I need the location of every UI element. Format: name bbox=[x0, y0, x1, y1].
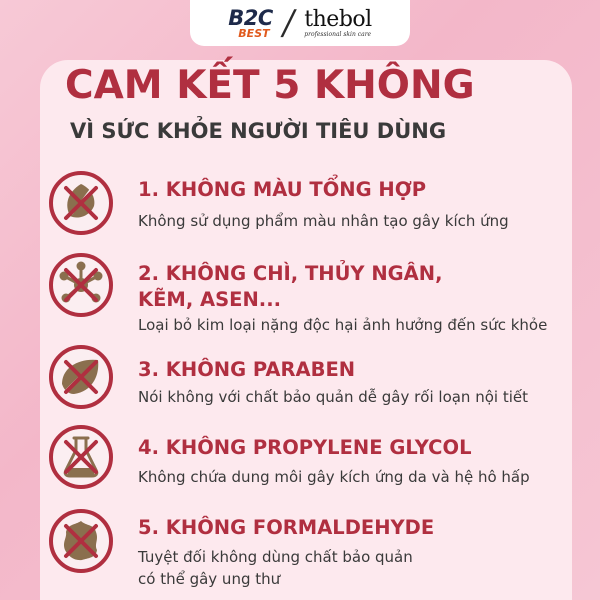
item-1-description: Không sử dụng phẩm màu nhân tạo gây kích ứng bbox=[138, 212, 509, 230]
b2c-logo-text: B2C bbox=[228, 5, 273, 30]
item-3-description: Nói không với chất bảo quản dễ gây rối loạn nội tiết bbox=[138, 388, 528, 406]
leaf-prohibited-icon bbox=[48, 170, 114, 236]
item-4-description: Không chứa dung môi gây kích ứng da và hệ hô hấp bbox=[138, 468, 530, 486]
blob-prohibited-icon bbox=[48, 508, 114, 574]
item-2-title-line-1: 2. KHÔNG CHÌ, THỦY NGÂN, bbox=[138, 262, 443, 285]
flask-prohibited-icon bbox=[48, 424, 114, 490]
b2c-logo bbox=[228, 5, 273, 40]
item-2-description: Loại bỏ kim loại nặng độc hại ảnh hưởng đến sức khỏe bbox=[138, 316, 548, 334]
b2c-logo-subtext: BEST bbox=[238, 26, 270, 40]
thebol-logo-tagline: professional skin care bbox=[304, 30, 372, 38]
item-5-title: 5. KHÔNG FORMALDEHYDE bbox=[138, 516, 435, 539]
page-title: CAM KẾT 5 KHÔNG bbox=[65, 63, 475, 108]
item-2-title-line-2: KẼM, ASEN... bbox=[138, 288, 282, 311]
page-subtitle: VÌ SỨC KHỎE NGƯỜI TIÊU DÙNG bbox=[70, 119, 447, 143]
leaf-prohibited-icon bbox=[48, 344, 114, 410]
item-3-title: 3. KHÔNG PARABEN bbox=[138, 358, 356, 381]
thebol-logo bbox=[304, 6, 372, 38]
item-5-description-line-1: Tuyệt đối không dùng chất bảo quản bbox=[138, 548, 413, 566]
item-1-title: 1. KHÔNG MÀU TỔNG HỢP bbox=[138, 178, 427, 201]
item-5-description-line-2: có thể gây ung thư bbox=[138, 570, 281, 588]
item-4-title: 4. KHÔNG PROPYLENE GLYCOL bbox=[138, 436, 472, 459]
thebol-logo-text: thebol bbox=[304, 6, 372, 32]
molecule-prohibited-icon bbox=[48, 252, 114, 318]
logo-divider: / bbox=[279, 3, 298, 43]
brand-logo-bar bbox=[190, 0, 410, 46]
